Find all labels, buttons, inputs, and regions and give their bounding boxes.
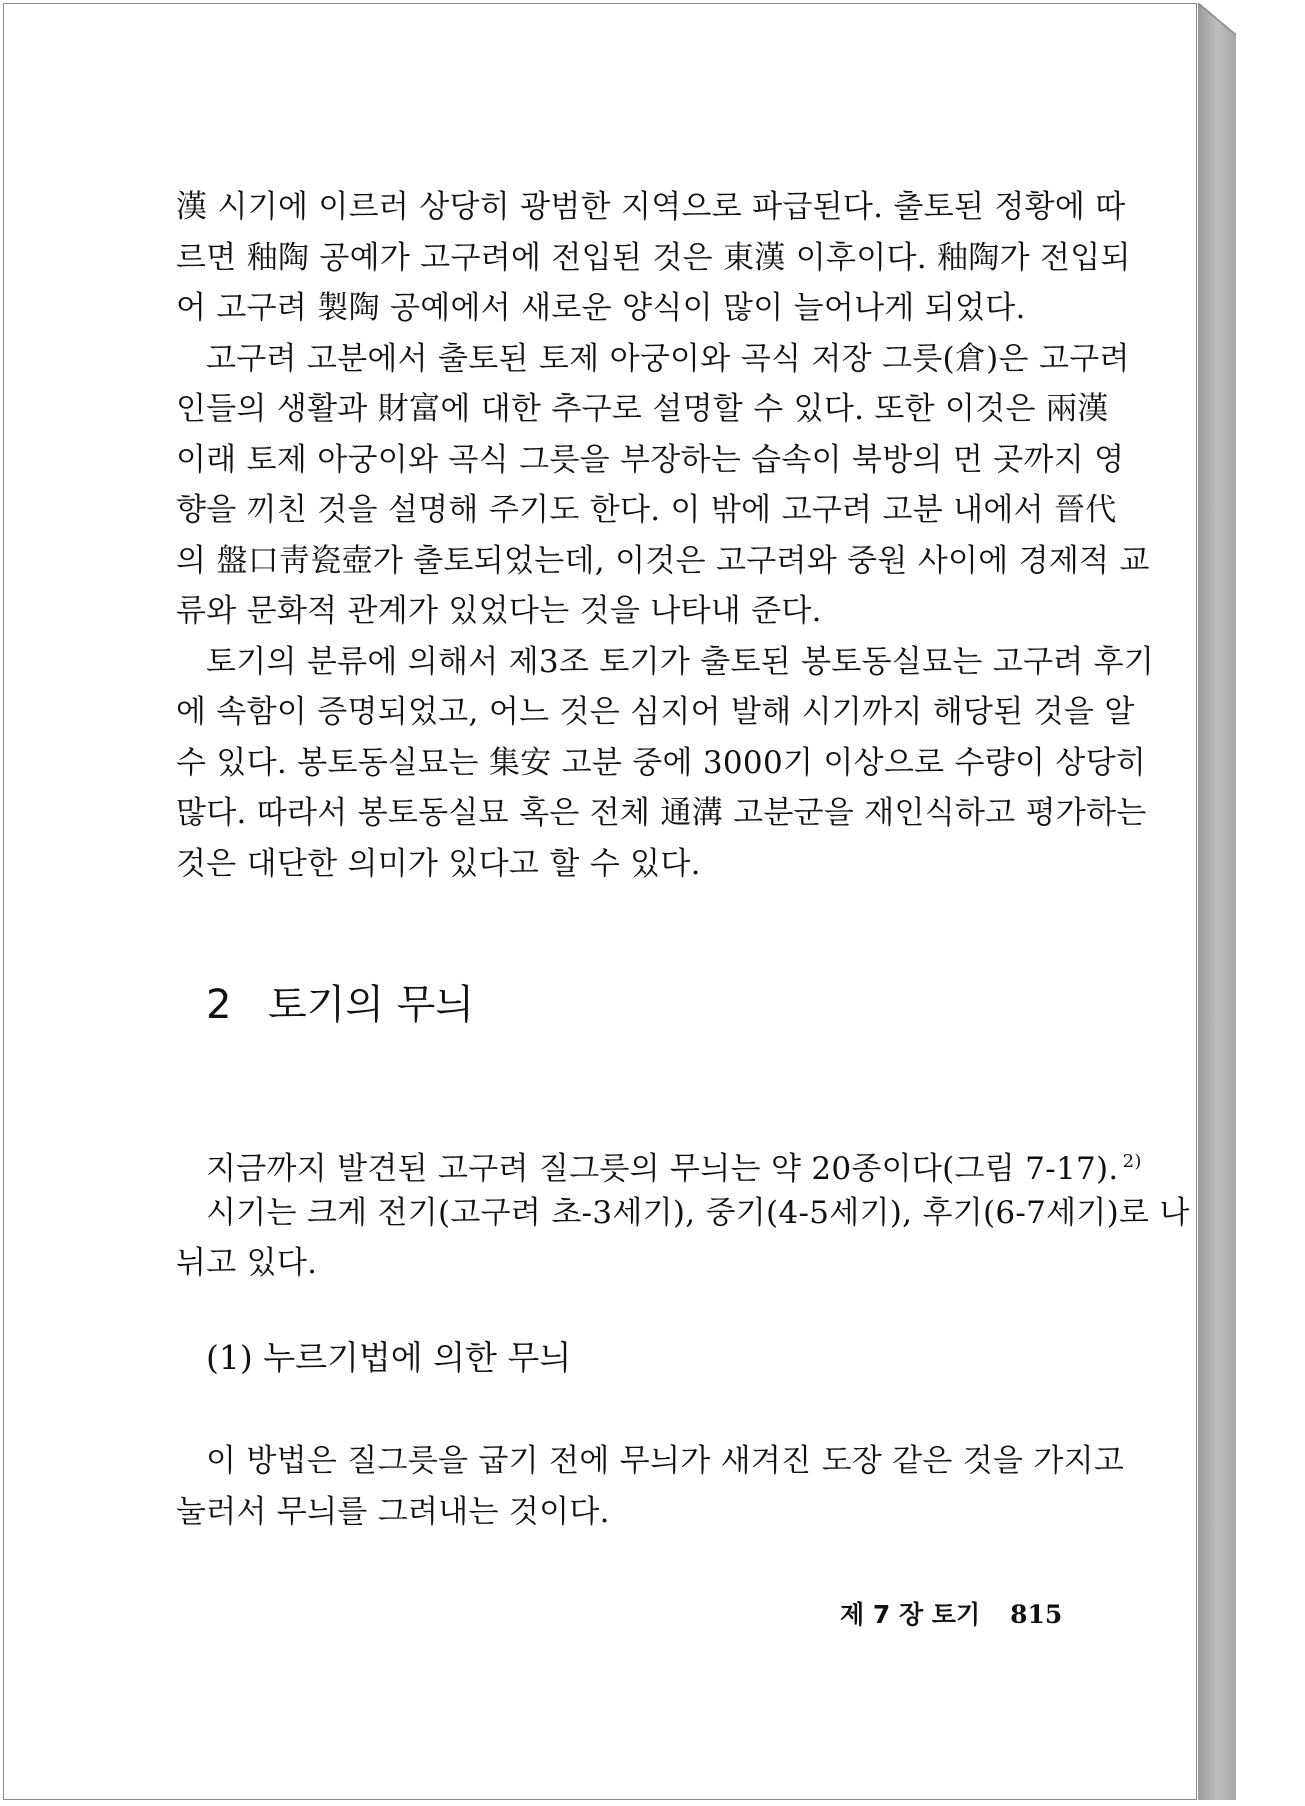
page-number: 815 bbox=[1010, 1600, 1063, 1629]
section-number: 2 bbox=[206, 982, 232, 1028]
text-line: 이 방법은 질그릇을 굽기 전에 무늬가 새겨진 도장 같은 것을 가지고 bbox=[206, 1443, 1125, 1479]
text-line: 류와 문화적 관계가 있었다는 것을 나타내 준다. bbox=[176, 593, 822, 629]
text-line: 시기는 크게 전기(고구려 초-3세기), 중기(4-5세기), 후기(6-7세기)로 나 bbox=[206, 1194, 1190, 1231]
book-page bbox=[3, 3, 1197, 1800]
book-page-edge bbox=[1198, 3, 1270, 1800]
text-line: 고구려 고분에서 출토된 토제 아궁이와 곡식 저장 그릇(倉)은 고구려 bbox=[206, 340, 1130, 377]
text-line: 르면 釉陶 공예가 고구려에 전입된 것은 東漢 이후이다. 釉陶가 전입되 bbox=[176, 239, 1131, 276]
intro-line-1: 지금까지 발견된 고구려 질그릇의 무늬는 약 20종이다(그림 7-17). bbox=[206, 1151, 1119, 1187]
text-line: 이래 토제 아궁이와 곡식 그릇을 부장하는 습속이 북방의 먼 곳까지 영 bbox=[176, 441, 1125, 478]
text-line: 에 속함이 증명되었고, 어느 것은 심지어 발해 시기까지 해당된 것을 알 bbox=[176, 694, 1135, 730]
footnote-marker: 2) bbox=[1122, 1151, 1142, 1172]
text-line: 수 있다. 봉토동실묘는 集安 고분 중에 3000기 이상으로 수량이 상당히 bbox=[176, 744, 1147, 781]
intro-paragraph bbox=[176, 1137, 1190, 1289]
text-line: 토기의 분류에 의해서 제3조 토기가 출토된 봉토동실묘는 고구려 후기 bbox=[206, 643, 1155, 680]
text-line: 漢 시기에 이르러 상당히 광범한 지역으로 파급된다. 출토된 정황에 따 bbox=[176, 189, 1126, 225]
method-paragraph bbox=[176, 1436, 1125, 1537]
text-line: 향을 끼친 것을 설명해 주기도 한다. 이 밖에 고구려 고분 내에서 晉代 bbox=[176, 492, 1117, 528]
text-line bbox=[176, 1137, 1142, 1188]
section-heading bbox=[206, 980, 474, 1030]
text-line: 것은 대단한 의미가 있다고 할 수 있다. bbox=[176, 845, 701, 882]
page-edge-shading bbox=[1198, 3, 1270, 1800]
subsection-heading: (1) 누르기법에 의한 무늬 bbox=[206, 1338, 572, 1377]
text-line: 뉘고 있다. bbox=[176, 1245, 318, 1281]
body-text-block bbox=[176, 182, 1155, 889]
text-line: 어 고구려 製陶 공예에서 새로운 양식이 많이 늘어나게 되었다. bbox=[176, 290, 1026, 326]
section-title: 토기의 무늬 bbox=[268, 982, 474, 1028]
chapter-label: 제 7 장 토기 bbox=[840, 1600, 981, 1629]
page-footer bbox=[840, 1595, 1062, 1631]
text-line: 많다. 따라서 봉토동실묘 혹은 전체 通溝 고분군을 재인식하고 평가하는 bbox=[176, 795, 1147, 831]
text-line: 눌러서 무늬를 그려내는 것이다. bbox=[176, 1493, 610, 1530]
text-line: 인들의 생활과 財富에 대한 추구로 설명할 수 있다. 또한 이것은 兩漢 bbox=[176, 391, 1109, 427]
text-line: 의 盤口靑瓷壺가 출토되었는데, 이것은 고구려와 중원 사이에 경제적 교 bbox=[176, 542, 1150, 579]
